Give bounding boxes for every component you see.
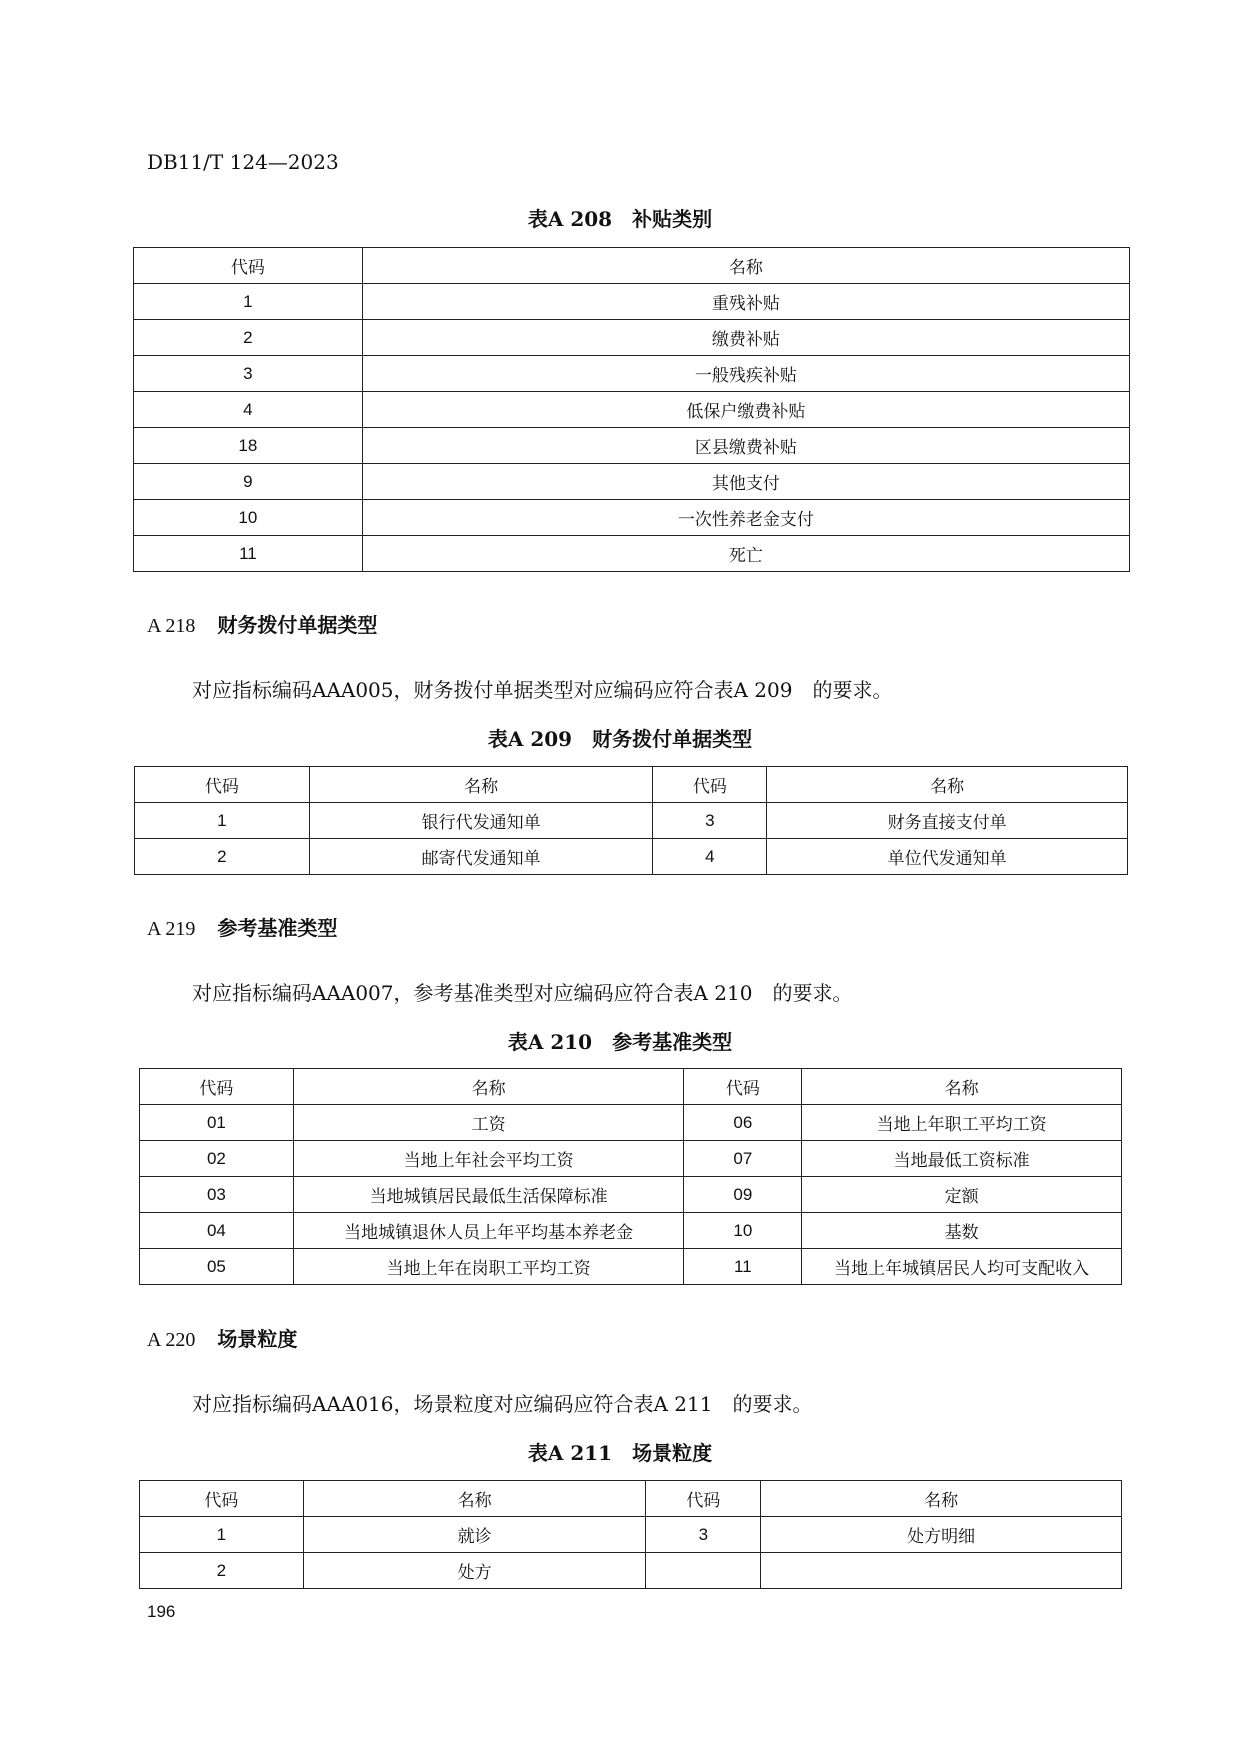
table-210: [139, 1068, 1122, 1285]
cell-name: 低保户缴费补贴: [362, 392, 1129, 428]
table-row: [140, 1249, 1122, 1285]
cell-code: 10: [684, 1213, 802, 1249]
cell-code: 2: [140, 1553, 304, 1589]
table-211: [139, 1480, 1122, 1589]
section-number: A 220: [147, 1329, 196, 1351]
table-row: [134, 356, 1130, 392]
section-a218-heading: [147, 609, 377, 638]
cell-code: 1: [140, 1517, 304, 1553]
cell-code: 4: [134, 392, 363, 428]
cell-code: 06: [684, 1105, 802, 1141]
cell-code: 3: [134, 356, 363, 392]
cell-name: 就诊: [303, 1517, 646, 1553]
table-row: [134, 536, 1130, 572]
cell-code: 04: [140, 1213, 294, 1249]
cell-code: 2: [134, 320, 363, 356]
table-header-row: [135, 767, 1128, 803]
cell-code: 02: [140, 1141, 294, 1177]
cell-name: 当地城镇退休人员上年平均基本养老金: [293, 1213, 684, 1249]
header-cell-code: 代码: [646, 1481, 761, 1517]
table-209: [134, 766, 1128, 875]
table-header-row: [140, 1481, 1122, 1517]
cell-name: 基数: [802, 1213, 1122, 1249]
cell-name: 当地上年社会平均工资: [293, 1141, 684, 1177]
cell-name: 一般残疾补贴: [362, 356, 1129, 392]
table-row: [140, 1553, 1122, 1589]
header-cell-code: 代码: [684, 1069, 802, 1105]
cell-name: 银行代发通知单: [309, 803, 653, 839]
section-a219-paragraph: 对应指标编码AAA007，参考基准类型对应编码应符合表A 210 的要求。: [192, 981, 853, 1005]
header-cell-name: 名称: [293, 1069, 684, 1105]
cell-code: 11: [684, 1249, 802, 1285]
section-number: A 219: [147, 918, 196, 940]
table-210-caption: 表A 210 参考基准类型: [507, 1030, 733, 1054]
cell-name: 定额: [802, 1177, 1122, 1213]
cell-code: 03: [140, 1177, 294, 1213]
cell-code: 11: [134, 536, 363, 572]
header-cell-name: 名称: [309, 767, 653, 803]
cell-name: 当地最低工资标准: [802, 1141, 1122, 1177]
table-row: [134, 320, 1130, 356]
cell-code: 1: [134, 284, 363, 320]
header-cell-code: 代码: [135, 767, 310, 803]
cell-name: 处方: [303, 1553, 646, 1589]
section-a220-paragraph: 对应指标编码AAA016，场景粒度对应编码应符合表A 211 的要求。: [192, 1392, 813, 1416]
header-cell-code: 代码: [140, 1481, 304, 1517]
table-row: [134, 284, 1130, 320]
header-cell-name: 名称: [761, 1481, 1122, 1517]
table-row: [134, 500, 1130, 536]
cell-code: 3: [646, 1517, 761, 1553]
header-cell-name: 名称: [303, 1481, 646, 1517]
section-a218-paragraph: 对应指标编码AAA005，财务拨付单据类型对应编码应符合表A 209 的要求。: [192, 678, 893, 702]
cell-code: [646, 1553, 761, 1589]
cell-code: 1: [135, 803, 310, 839]
cell-name: 死亡: [362, 536, 1129, 572]
cell-name: 邮寄代发通知单: [309, 839, 653, 875]
header-cell-name: 名称: [802, 1069, 1122, 1105]
table-row: [140, 1517, 1122, 1553]
cell-name: 当地城镇居民最低生活保障标准: [293, 1177, 684, 1213]
document-header: DB11/T 124—2023: [147, 150, 339, 174]
table-row: [134, 464, 1130, 500]
cell-code: 4: [653, 839, 767, 875]
cell-name: 区县缴费补贴: [362, 428, 1129, 464]
table-row: [140, 1213, 1122, 1249]
cell-name: 处方明细: [761, 1517, 1122, 1553]
section-a219-heading: [147, 912, 337, 941]
table-209-body: [135, 767, 1128, 875]
table-208: [133, 247, 1130, 572]
cell-code: 3: [653, 803, 767, 839]
cell-code: 18: [134, 428, 363, 464]
cell-name: [761, 1553, 1122, 1589]
table-header-row: [140, 1069, 1122, 1105]
header-cell-name: 名称: [362, 248, 1129, 284]
cell-name: 当地上年在岗职工平均工资: [293, 1249, 684, 1285]
cell-name: 当地上年职工平均工资: [802, 1105, 1122, 1141]
section-a220-heading: [147, 1323, 297, 1352]
table-row: [135, 839, 1128, 875]
cell-code: 10: [134, 500, 363, 536]
table-row: [140, 1177, 1122, 1213]
table-208-body: [134, 248, 1130, 572]
header-cell-code: 代码: [653, 767, 767, 803]
section-number: A 218: [147, 615, 196, 637]
cell-code: 07: [684, 1141, 802, 1177]
cell-name: 缴费补贴: [362, 320, 1129, 356]
cell-code: 05: [140, 1249, 294, 1285]
table-208-caption: 表A 208 补贴类别: [527, 207, 713, 231]
cell-name: 当地上年城镇居民人均可支配收入: [802, 1249, 1122, 1285]
section-title: 财务拨付单据类型: [217, 613, 378, 637]
table-row: [140, 1141, 1122, 1177]
cell-code: 9: [134, 464, 363, 500]
page-number: 196: [147, 1602, 176, 1621]
cell-name: 工资: [293, 1105, 684, 1141]
section-title: 场景粒度: [217, 1327, 298, 1351]
cell-code: 01: [140, 1105, 294, 1141]
table-209-caption: 表A 209 财务拨付单据类型: [487, 727, 753, 751]
cell-name: 一次性养老金支付: [362, 500, 1129, 536]
cell-name: 财务直接支付单: [767, 803, 1128, 839]
table-header-row: [134, 248, 1130, 284]
table-row: [135, 803, 1128, 839]
table-211-body: [140, 1481, 1122, 1589]
cell-name: 重残补贴: [362, 284, 1129, 320]
header-cell-code: 代码: [140, 1069, 294, 1105]
section-title: 参考基准类型: [217, 916, 338, 940]
header-cell-name: 名称: [767, 767, 1128, 803]
header-cell-code: 代码: [134, 248, 363, 284]
cell-code: 2: [135, 839, 310, 875]
cell-name: 单位代发通知单: [767, 839, 1128, 875]
table-row: [134, 392, 1130, 428]
table-row: [140, 1105, 1122, 1141]
cell-code: 09: [684, 1177, 802, 1213]
cell-name: 其他支付: [362, 464, 1129, 500]
table-row: [134, 428, 1130, 464]
table-210-body: [140, 1069, 1122, 1285]
table-211-caption: 表A 211 场景粒度: [527, 1441, 713, 1465]
